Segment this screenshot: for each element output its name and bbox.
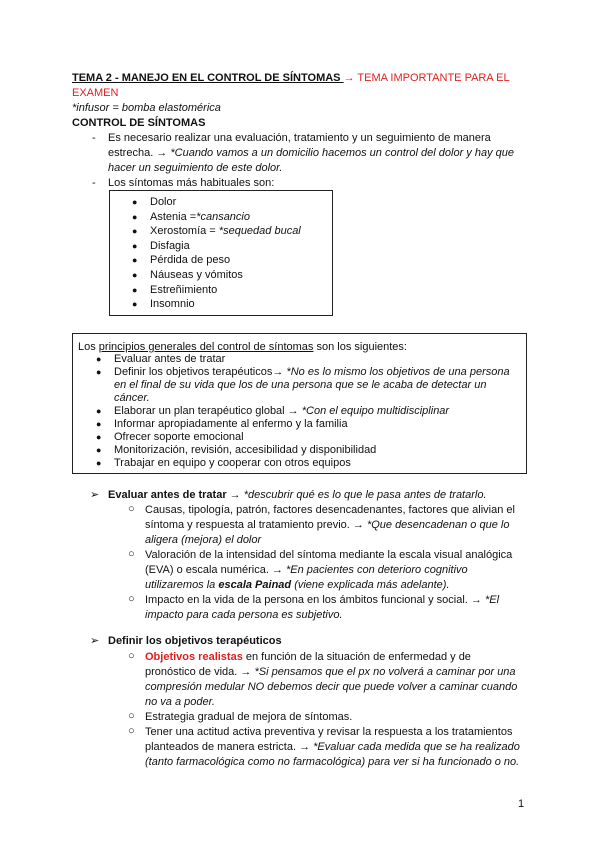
definir-c1-line2-plain: pronóstico de vida. → xyxy=(145,666,255,678)
circle-bullet: ○ xyxy=(128,503,135,515)
definir-c3-line2 xyxy=(145,741,520,754)
bullet-dot: ● xyxy=(96,367,102,377)
symptom-text: Disfagia xyxy=(150,240,190,252)
evaluar-c2-line3-bold: escala Painad xyxy=(218,579,292,591)
symptoms-box xyxy=(109,190,333,316)
symptom-item xyxy=(150,225,301,238)
principle-5: Ofrecer soporte emocional xyxy=(114,431,244,443)
evaluar-c1-line2-italic: *Que desencadenan o que lo xyxy=(366,519,510,531)
evaluar-heading-text: Evaluar antes de tratar xyxy=(108,489,227,501)
principle-6: Monitorización, revisión, accesibilidad y disponibilidad xyxy=(114,444,377,456)
evaluar-c3-line2: impacto para cada persona es subjetivo. xyxy=(145,609,343,621)
title-arrow-note: → TEMA IMPORTANTE PARA EL xyxy=(343,72,510,84)
symptom-note: *cansancio xyxy=(196,211,250,223)
evaluar-c1-line2-plain: síntoma y respuesta al tratamiento previo. → xyxy=(145,519,367,531)
evaluar-heading-note: *descubrir qué es lo que le pasa antes de tratarlo. xyxy=(243,489,487,501)
bullet-dot: ● xyxy=(132,212,138,222)
intro-item1-line2-italic: *Cuando vamos a un domicilio hacemos un control del dolor y hay que xyxy=(170,147,515,159)
circle-bullet: ○ xyxy=(128,548,135,560)
definir-c1-line3: compresión medular NO debemos decir que puede volver a caminar cuando xyxy=(145,681,518,693)
definir-c1-line2 xyxy=(145,666,516,679)
bullet-dot: ● xyxy=(132,299,138,309)
definir-c1-line1 xyxy=(145,651,471,664)
definir-c1-red: Objetivos realistas xyxy=(145,651,243,663)
principles-intro-prefix: Los xyxy=(78,341,99,353)
principle-7: Trabajar en equipo y cooperar con otros equipos xyxy=(114,457,351,469)
definir-c3-line3: (tanto farmacológica como no farmacológica) para ver si ha funcionado o no. xyxy=(145,756,520,768)
evaluar-c3-line1-plain: Impacto en la vida de la persona en los ámbitos funcional y social. → xyxy=(145,594,485,606)
symptom-text: Náuseas y vómitos xyxy=(150,269,243,281)
bullet-dot: ● xyxy=(132,241,138,251)
definir-c3-line2-plain: planteados de manera estricta. → xyxy=(145,741,314,753)
bullet-dot: ● xyxy=(96,458,102,468)
arrow-bullet-icon: ➢ xyxy=(90,489,100,501)
symptom-text: Xerostomía = xyxy=(150,225,219,237)
symptom-text: Dolor xyxy=(150,196,177,208)
evaluar-c2-line1: Valoración de la intensidad del síntoma mediante la escala visual analógica xyxy=(145,549,513,561)
principle-2-plain: Definir los objetivos terapéuticos→ xyxy=(114,366,287,378)
evaluar-heading-arrow: → xyxy=(226,489,244,501)
intro-item1-line2 xyxy=(108,147,514,160)
symptom-item xyxy=(150,284,217,297)
title-arrow-note-line2: EXAMEN xyxy=(72,87,119,99)
title-main: TEMA 2 - MANEJO EN EL CONTROL DE SÍNTOMAS xyxy=(72,72,344,84)
evaluar-c3-line1-italic: *El xyxy=(484,594,500,606)
evaluar-c2-line3-italic: utilizaremos la xyxy=(145,579,219,591)
dash-bullet: - xyxy=(92,132,96,144)
intro-item2: Los síntomas más habituales son: xyxy=(108,177,275,189)
symptom-text: Insomnio xyxy=(150,298,195,310)
bullet-dot: ● xyxy=(96,445,102,455)
bullet-dot: ● xyxy=(132,270,138,280)
circle-bullet: ○ xyxy=(128,725,135,737)
intro-item1-line2-plain: estrecha. → xyxy=(108,147,171,159)
page-number: 1 xyxy=(518,798,525,810)
evaluar-c3-line1 xyxy=(145,594,499,607)
intro-item1-line3: hacer un seguimiento de este dolor. xyxy=(108,162,283,174)
principle-3-italic: *Con el equipo multidisciplinar xyxy=(301,405,450,417)
definir-c2: Estrategia gradual de mejora de síntomas. xyxy=(145,711,353,723)
principle-2-line2: en el final de su vida que los de una persona que se le acaba de detectar un xyxy=(114,379,487,391)
principles-intro-underlined: principios generales del control de síntomas xyxy=(98,341,314,353)
bullet-dot: ● xyxy=(132,197,138,207)
evaluar-c1-line2 xyxy=(145,519,509,532)
symptom-item xyxy=(150,240,190,253)
symptom-item xyxy=(150,196,176,209)
symptom-item xyxy=(150,254,230,267)
bullet-dot: ● xyxy=(96,419,102,429)
principle-1: Evaluar antes de tratar xyxy=(114,353,226,365)
evaluar-c2-line2 xyxy=(145,564,468,577)
symptom-text: Estreñimiento xyxy=(150,284,218,296)
bullet-dot: ● xyxy=(132,285,138,295)
symptom-item xyxy=(150,269,243,282)
infusor-note: *infusor = bomba elastomérica xyxy=(72,102,221,114)
bullet-dot: ● xyxy=(96,432,102,442)
intro-item1-line1: Es necesario realizar una evaluación, tratamiento y un seguimiento de manera xyxy=(108,132,491,144)
principle-3-plain: Elaborar un plan terapéutico global → xyxy=(114,405,302,417)
evaluar-heading xyxy=(108,489,487,502)
symptom-text: Astenia = xyxy=(150,211,197,223)
definir-heading: Definir los objetivos terapéuticos xyxy=(108,635,282,647)
symptom-item xyxy=(150,211,250,224)
principle-2-line1 xyxy=(114,366,510,379)
principle-4: Informar apropiadamente al enfermo y la familia xyxy=(114,418,348,430)
evaluar-c2-line2-italic: *En pacientes con deterioro cognitivo xyxy=(286,564,468,576)
definir-c1-line4: no va a poder. xyxy=(145,696,215,708)
principle-2-italic1: *No es lo mismo los objetivos de una persona xyxy=(286,366,510,378)
definir-c3-line2-italic: *Evaluar cada medida que se ha realizado xyxy=(313,741,520,753)
definir-c3-line1: Tener una actitud activa preventiva y revisar la respuesta a los tratamientos xyxy=(145,726,513,738)
bullet-dot: ● xyxy=(132,255,138,265)
page-title xyxy=(72,72,510,85)
circle-bullet: ○ xyxy=(128,710,135,722)
evaluar-c1-line3: aligera (mejora) el dolor xyxy=(145,534,262,546)
dash-bullet: - xyxy=(92,177,96,189)
bullet-dot: ● xyxy=(132,226,138,236)
symptom-item xyxy=(150,298,195,311)
evaluar-c1-line1: Causas, tipología, patrón, factores desencadenantes, factores que alivian el xyxy=(145,504,515,516)
evaluar-c2-line2-plain: (EVA) o escala numérica. → xyxy=(145,564,287,576)
principle-3 xyxy=(114,405,449,418)
definir-c1-line1-plain: en función de la situación de enfermedad y de xyxy=(242,651,471,663)
circle-bullet: ○ xyxy=(128,650,135,662)
symptom-text: Pérdida de peso xyxy=(150,254,231,266)
bullet-dot: ● xyxy=(96,406,102,416)
circle-bullet: ○ xyxy=(128,593,135,605)
section-heading: CONTROL DE SÍNTOMAS xyxy=(72,117,206,129)
principles-intro-suffix: son los siguientes: xyxy=(313,341,407,353)
principle-2-line3: cáncer. xyxy=(114,392,150,404)
arrow-bullet-icon: ➢ xyxy=(90,635,100,647)
definir-c1-line2-italic: *Si pensamos que el px no volverá a caminar por una xyxy=(254,666,516,678)
evaluar-c2-line3 xyxy=(145,579,450,592)
symptom-note: *sequedad bucal xyxy=(218,225,301,237)
evaluar-c2-line3-italic2: (viene explicada más adelante). xyxy=(291,579,450,591)
bullet-dot: ● xyxy=(96,354,102,364)
